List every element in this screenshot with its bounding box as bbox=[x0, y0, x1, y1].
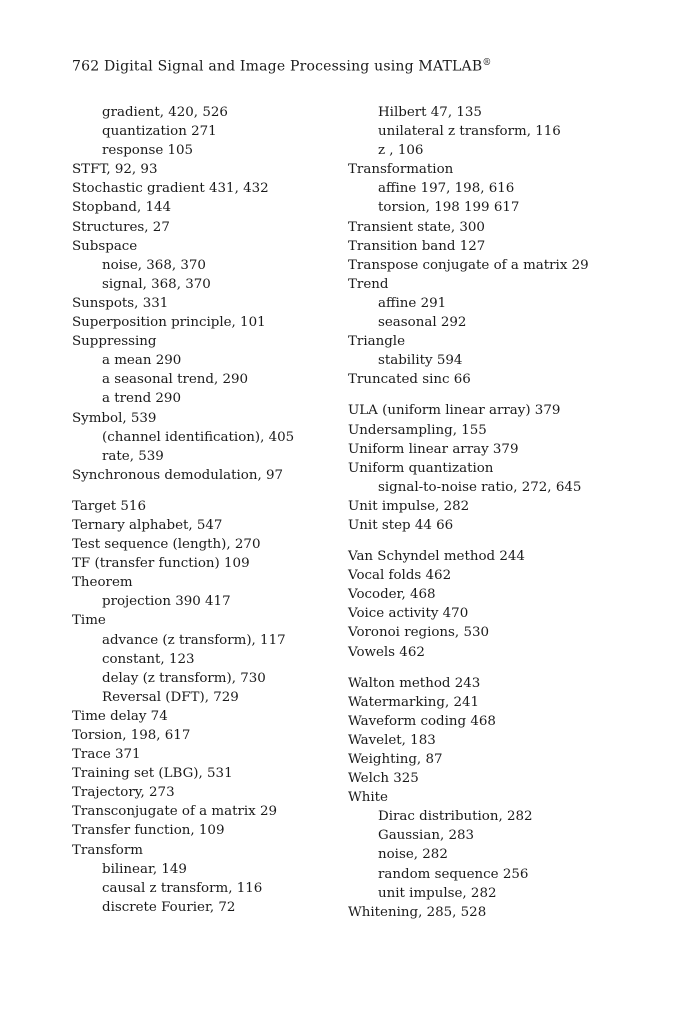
index-entry: STFT, 92, 93 bbox=[72, 162, 158, 178]
registered-mark: ® bbox=[482, 58, 492, 68]
index-entry: Triangle bbox=[348, 334, 406, 350]
index-column-left bbox=[72, 103, 342, 917]
index-entry: Transition band 127 bbox=[348, 238, 486, 254]
index-section-gap bbox=[348, 662, 648, 674]
index-entry: Weighting, 87 bbox=[348, 752, 443, 767]
index-section-gap bbox=[348, 389, 648, 401]
index-entry: Welch 325 bbox=[348, 771, 419, 787]
index-entry: TF (transfer function) 109 bbox=[72, 556, 250, 572]
index-subentry: affine 197, 198, 616 bbox=[378, 181, 515, 197]
page-number: 762 bbox=[72, 58, 100, 75]
index-entry: Transconjugate of a matrix 29 bbox=[72, 804, 277, 820]
index-entry: Undersampling, 155 bbox=[348, 422, 487, 438]
index-subentry: Gaussian, 283 bbox=[378, 828, 475, 844]
index-entry: Torsion, 198, 617 bbox=[72, 728, 191, 743]
index-subentry: unilateral z transform, 116 bbox=[378, 124, 561, 140]
index-subentry: Dirac distribution, 282 bbox=[378, 809, 533, 825]
index-entry: Target 516 bbox=[72, 498, 146, 514]
index-entry: Voice activity 470 bbox=[348, 606, 469, 622]
index-entry: Subspace bbox=[72, 238, 138, 254]
index-entry: Stochastic gradient 431, 432 bbox=[72, 181, 269, 197]
index-entry: Time bbox=[72, 613, 106, 629]
index-entry: Transpose conjugate of a matrix 29 bbox=[348, 257, 589, 273]
page-header bbox=[72, 58, 492, 75]
index-entry: Uniform linear array 379 bbox=[348, 441, 519, 457]
index-entry: Theorem bbox=[72, 575, 133, 591]
index-entry: Sunspots, 331 bbox=[72, 295, 169, 311]
index-subentry: quantization 271 bbox=[102, 124, 217, 140]
index-entry: Whitening, 285, 528 bbox=[348, 904, 487, 920]
index-subentry: Hilbert 47, 135 bbox=[378, 105, 482, 120]
index-subentry: delay (z transform), 730 bbox=[102, 670, 266, 686]
index-entry: Transient state, 300 bbox=[348, 219, 485, 235]
index-subentry: a trend 290 bbox=[102, 391, 181, 407]
index-subentry: gradient, 420, 526 bbox=[102, 105, 228, 120]
index-entry: Vocal folds 462 bbox=[348, 568, 452, 584]
index-column-right bbox=[348, 103, 648, 922]
index-section-gap bbox=[348, 535, 648, 547]
index-entry: Vocoder, 468 bbox=[348, 587, 436, 603]
index-entry: Vowels 462 bbox=[348, 644, 425, 660]
index-entry: Symbol, 539 bbox=[72, 410, 157, 426]
index-entry: Transform bbox=[72, 842, 143, 858]
index-entry: Synchronous demodulation, 97 bbox=[72, 467, 284, 483]
index-entry: Waveform coding 468 bbox=[348, 713, 496, 729]
index-section-gap bbox=[72, 485, 342, 497]
index-entry: Trace 371 bbox=[72, 747, 141, 763]
index-entry: Test sequence (length), 270 bbox=[72, 537, 261, 553]
index-entry: Ternary alphabet, 547 bbox=[72, 517, 223, 533]
index-subentry: projection 390 417 bbox=[102, 594, 231, 610]
index-entry: Superposition principle, 101 bbox=[72, 315, 266, 331]
index-entry: Suppressing bbox=[72, 334, 157, 350]
index-entry: Voronoi regions, 530 bbox=[348, 625, 489, 641]
index-entry: Training set (LBG), 531 bbox=[72, 766, 233, 782]
index-subentry: constant, 123 bbox=[102, 651, 195, 667]
index-entry: Unit step 44 66 bbox=[348, 517, 454, 533]
index-subentry: z , 106 bbox=[378, 143, 424, 159]
book-title: Digital Signal and Image Processing using MATLAB bbox=[103, 58, 483, 75]
index-entry: Structures, 27 bbox=[72, 219, 170, 235]
index-subentry: signal, 368, 370 bbox=[102, 276, 211, 292]
index-subentry: affine 291 bbox=[378, 295, 447, 311]
index-subentry: seasonal 292 bbox=[378, 315, 467, 331]
index-entry: Unit impulse, 282 bbox=[348, 498, 470, 514]
index-subentry: signal-to-noise ratio, 272, 645 bbox=[378, 479, 582, 495]
index-entry: Truncated sinc 66 bbox=[348, 372, 471, 388]
index-subentry: bilinear, 149 bbox=[102, 861, 187, 877]
index-subentry: (channel identification), 405 bbox=[102, 429, 295, 445]
index-entry: Trend bbox=[348, 276, 389, 292]
index-entry: Transformation bbox=[348, 162, 454, 178]
index-subentry: stability 594 bbox=[378, 353, 463, 369]
index-subentry: a mean 290 bbox=[102, 353, 182, 369]
index-subentry: rate, 539 bbox=[102, 448, 164, 464]
index-subentry: advance (z transform), 117 bbox=[102, 632, 286, 648]
index-subentry: random sequence 256 bbox=[378, 866, 529, 882]
index-entry: Transfer function, 109 bbox=[72, 823, 225, 839]
index-entry: Van Schyndel method 244 bbox=[348, 549, 525, 565]
index-subentry: unit impulse, 282 bbox=[378, 885, 497, 901]
index-entry: Trajectory, 273 bbox=[72, 785, 175, 801]
index-entry: Wavelet, 183 bbox=[348, 732, 436, 748]
index-entry: White bbox=[348, 790, 388, 806]
index-entry: Uniform quantization bbox=[348, 460, 494, 476]
index-entry: Stopband, 144 bbox=[72, 200, 172, 216]
index-entry: Watermarking, 241 bbox=[348, 694, 480, 710]
index-entry: Walton method 243 bbox=[348, 675, 481, 691]
index-subentry: a seasonal trend, 290 bbox=[102, 372, 249, 388]
index-entry: ULA (uniform linear array) 379 bbox=[348, 403, 561, 419]
index-subentry: torsion, 198 199 617 bbox=[378, 200, 520, 216]
index-subentry: noise, 368, 370 bbox=[102, 257, 206, 273]
index-subentry: noise, 282 bbox=[378, 847, 448, 863]
index-subentry: Reversal (DFT), 729 bbox=[102, 689, 239, 705]
index-subentry: causal z transform, 116 bbox=[102, 880, 263, 896]
index-subentry: response 105 bbox=[102, 143, 194, 159]
index-subentry: discrete Fourier, 72 bbox=[102, 899, 236, 915]
index-entry: Time delay 74 bbox=[72, 708, 168, 724]
